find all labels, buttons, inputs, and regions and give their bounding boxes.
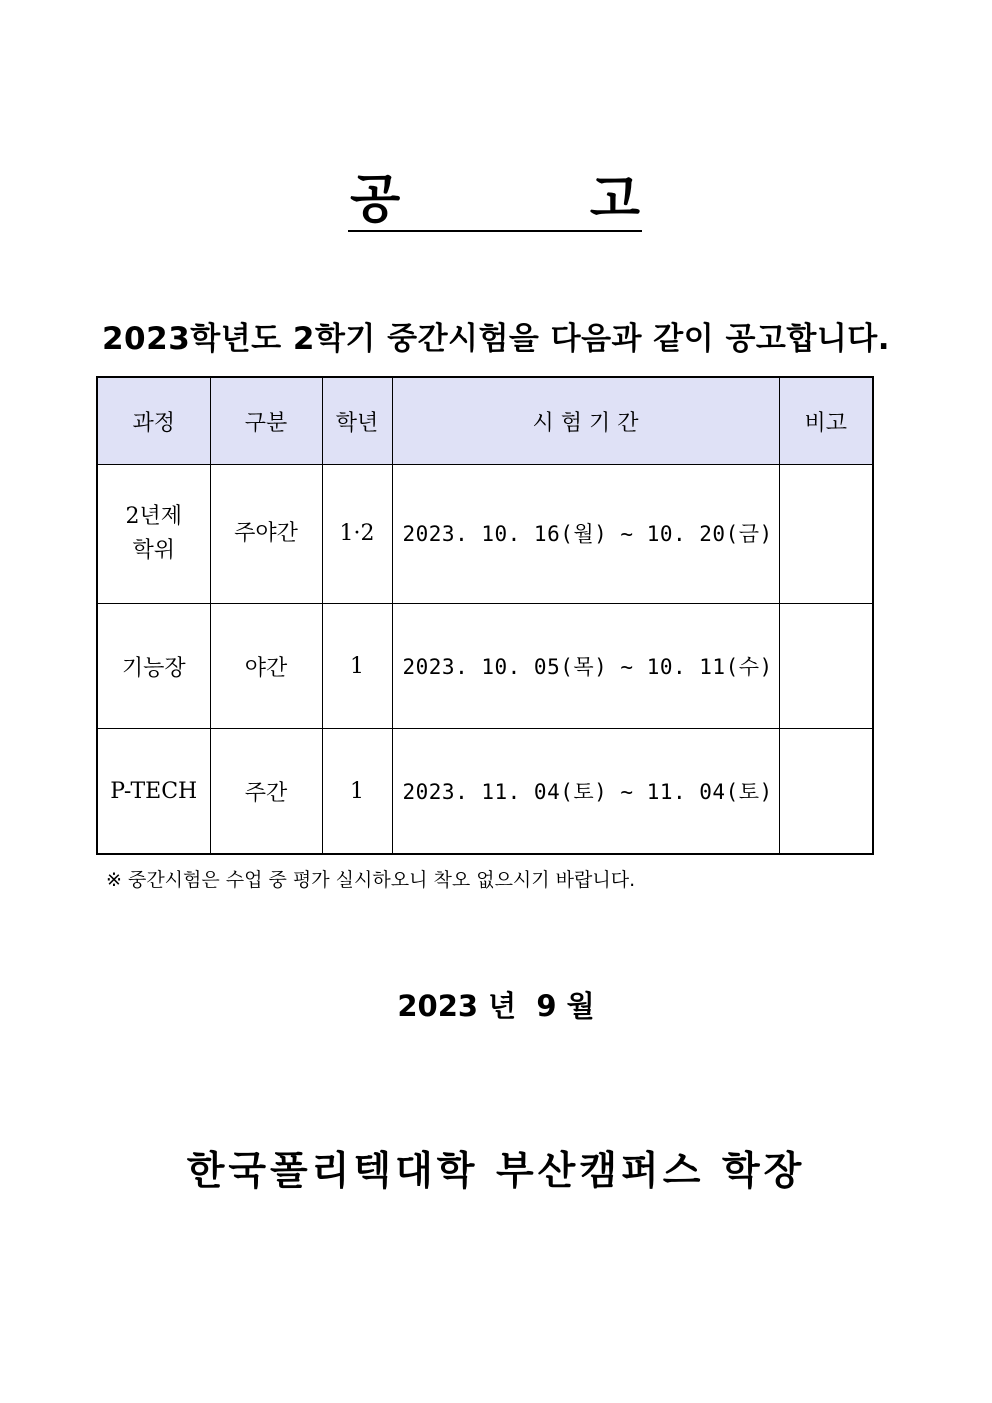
cell-grade: 1 [322,604,392,729]
course-line-1: 2년제 [125,504,182,529]
cell-period: 2023. 10. 16(월) ~ 10. 20(금) [392,465,779,604]
cell-course: 기능장 [97,604,210,729]
cell-remarks [779,729,873,855]
announcement-date: 2023 년 9 월 [397,989,595,1023]
cell-course [97,465,210,604]
table-row [97,465,873,604]
title-char-left: 공 [350,170,401,230]
title-char-right: 고 [589,170,640,230]
table-row [97,729,873,855]
exam-schedule-table [96,376,874,855]
cell-division: 주간 [210,729,322,855]
header-grade: 학년 [322,377,392,465]
header-course: 과정 [97,377,210,465]
table-row [97,604,873,729]
table-header-row [97,377,873,465]
cell-period: 2023. 11. 04(토) ~ 11. 04(토) [392,729,779,855]
cell-period: 2023. 10. 05(목) ~ 10. 11(수) [392,604,779,729]
cell-division: 야간 [210,604,322,729]
cell-remarks [779,465,873,604]
header-exam-period: 시 험 기 간 [392,377,779,465]
cell-grade: 1 [322,729,392,855]
issuer-signature: 한국폴리텍대학 부산캠퍼스 학장 [186,1149,806,1194]
header-division: 구분 [210,377,322,465]
course-line-2: 학위 [132,538,175,563]
header-remarks: 비고 [779,377,873,465]
footnote: ※ 중간시험은 수업 중 평가 실시하오니 착오 없으시기 바랍니다. [106,869,636,891]
document-title [348,170,642,232]
cell-grade: 1·2 [322,465,392,604]
cell-remarks [779,604,873,729]
announcement-subtitle: 2023학년도 2학기 중간시험을 다음과 같이 공고합니다. [101,321,890,357]
cell-course: P-TECH [97,729,210,855]
cell-division: 주야간 [210,465,322,604]
